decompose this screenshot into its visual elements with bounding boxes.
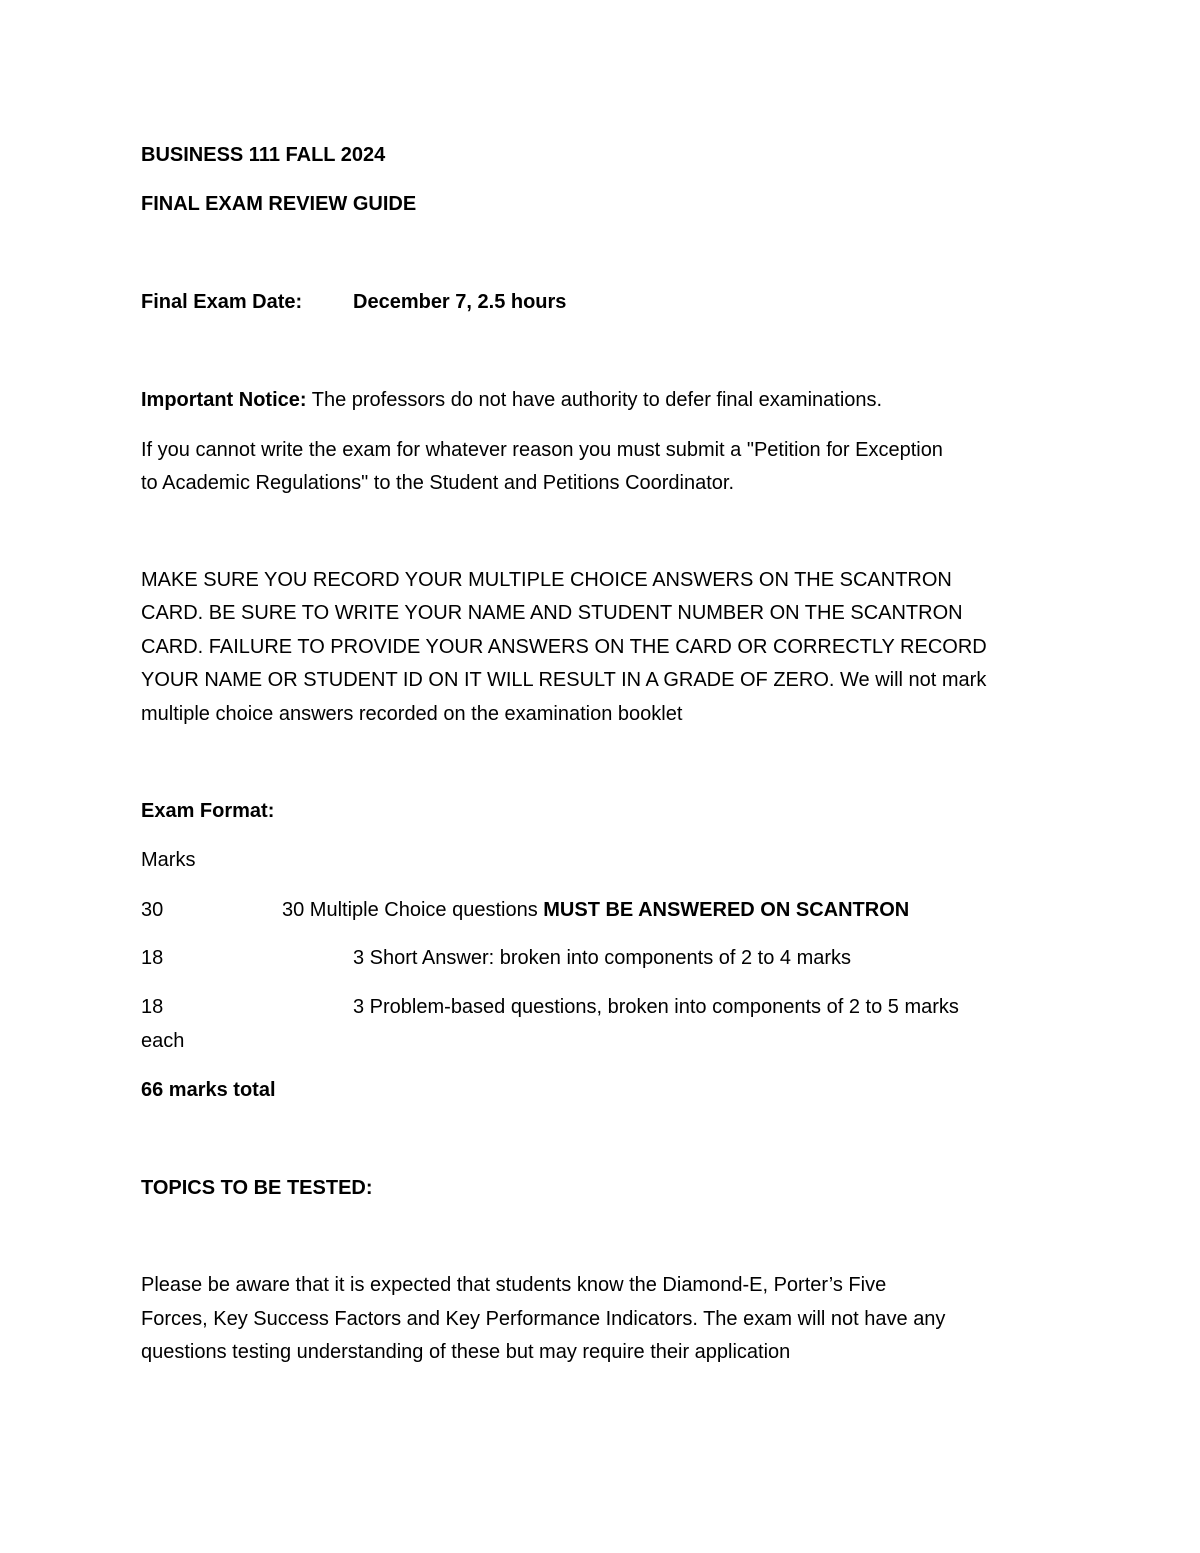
guide-title: FINAL EXAM REVIEW GUIDE [141, 193, 417, 215]
topics-line-2: Forces, Key Success Factors and Key Performance Indicators. The exam will not have any [141, 1308, 946, 1330]
course-title: BUSINESS 111 FALL 2024 [141, 144, 386, 166]
topics-line-1: Please be aware that it is expected that students know the Diamond-E, Porter’s Five [141, 1274, 887, 1296]
scantron-line-5: multiple choice answers recorded on the examination booklet [141, 703, 683, 725]
petition-line-2: to Academic Regulations" to the Student and Petitions Coordinator. [141, 472, 735, 494]
row-marks: 18 [141, 947, 164, 969]
exam-format-heading: Exam Format: [141, 800, 275, 822]
row-description: 3 Problem-based questions, broken into components of 2 to 5 marks [353, 996, 959, 1018]
petition-line-1: If you cannot write the exam for whatever reason you must submit a "Petition for Exception [141, 439, 943, 461]
exam-date-value: December 7, 2.5 hours [353, 291, 567, 313]
marks-total: 66 marks total [141, 1079, 276, 1101]
topics-heading: TOPICS TO BE TESTED: [141, 1177, 373, 1199]
notice-label: Important Notice: [141, 389, 307, 411]
row-description-wrap: each [141, 1030, 185, 1052]
marks-label: Marks [141, 849, 196, 871]
row-description [282, 894, 909, 927]
scantron-line-3: CARD. FAILURE TO PROVIDE YOUR ANSWERS ON THE CARD OR CORRECTLY RECORD [141, 636, 987, 658]
important-notice [141, 384, 882, 417]
scantron-line-2: CARD. BE SURE TO WRITE YOUR NAME AND STUDENT NUMBER ON THE SCANTRON [141, 602, 963, 624]
row-description: 3 Short Answer: broken into components of 2 to 4 marks [353, 947, 852, 969]
scantron-line-4: YOUR NAME OR STUDENT ID ON IT WILL RESULT IN A GRADE OF ZERO. We will not mark [141, 669, 987, 691]
row-emphasis: MUST BE ANSWERED ON SCANTRON [543, 899, 910, 921]
scantron-line-1: MAKE SURE YOU RECORD YOUR MULTIPLE CHOICE ANSWERS ON THE SCANTRON [141, 569, 952, 591]
row-marks: 30 [141, 899, 164, 921]
topics-line-3: questions testing understanding of these but may require their application [141, 1341, 791, 1363]
exam-date-label: Final Exam Date: [141, 291, 303, 313]
row-marks: 18 [141, 996, 164, 1018]
notice-text: The professors do not have authority to defer final examinations. [306, 389, 883, 411]
row-desc-text: 30 Multiple Choice questions [282, 899, 544, 921]
